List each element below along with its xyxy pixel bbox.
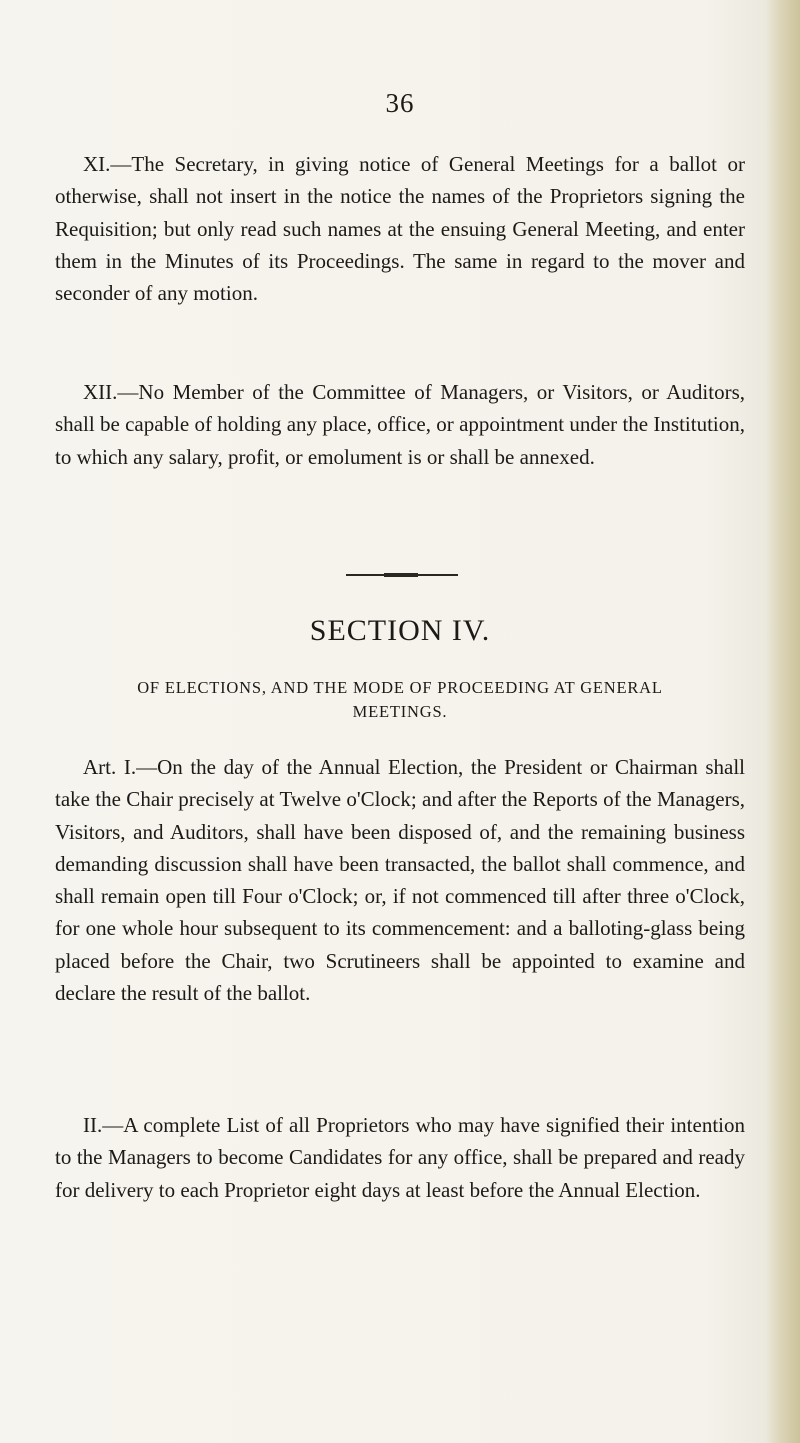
rule-xi-block (55, 148, 745, 309)
page-number: 36 (385, 88, 415, 118)
rule-xii-paragraph: XII.—No Member of the Committee of Managers, or Visitors, or Auditors, shall be capable of holding any place, office, or appointment under the Institution, to which any salary, profit, or emolument is or shall be annexed. (55, 380, 745, 469)
article-ii-block (55, 1109, 745, 1206)
section-divider (346, 574, 458, 576)
section-subtitle: OF ELECTIONS, AND THE MODE OF PROCEEDING AT GENERAL MEETINGS. (137, 678, 663, 721)
page-edge-shadow (766, 0, 800, 1443)
article-i-block (55, 751, 745, 1009)
rule-xi-paragraph: XI.—The Secretary, in giving notice of General Meetings for a ballot or otherwise, shall not insert in the notice the names of the Proprietors signing the Requisition; but only read such names at the ensuing General Meeting, and enter them in the Minutes of its Proceedings. The same in regard to the mover and seconder of any motion. (55, 152, 745, 306)
section-title: SECTION IV. (309, 614, 491, 647)
rule-xii-block (55, 376, 745, 473)
article-i-paragraph: Art. I.—On the day of the Annual Election, the President or Chairman shall take the Chair precisely at Twelve o'Clock; and after the Reports of the Managers, Visitors, and Auditors, shall have been disposed of, and the remaining business demanding discussion shall have been transacted, the ballot shall commence, and shall remain open till Four o'Clock; or, if not commenced till after three o'Clock, for one whole hour subsequent to its commencement: and a balloting-glass being placed before the Chair, two Scrutineers shall be appointed to examine and declare the result of the ballot. (55, 755, 745, 1006)
article-ii-paragraph: II.—A complete List of all Proprietors who may have signified their intention to the Managers to become Candidates for any office, shall be prepared and ready for delivery to each Proprietor eight days at least before the Annual Election. (55, 1113, 745, 1202)
